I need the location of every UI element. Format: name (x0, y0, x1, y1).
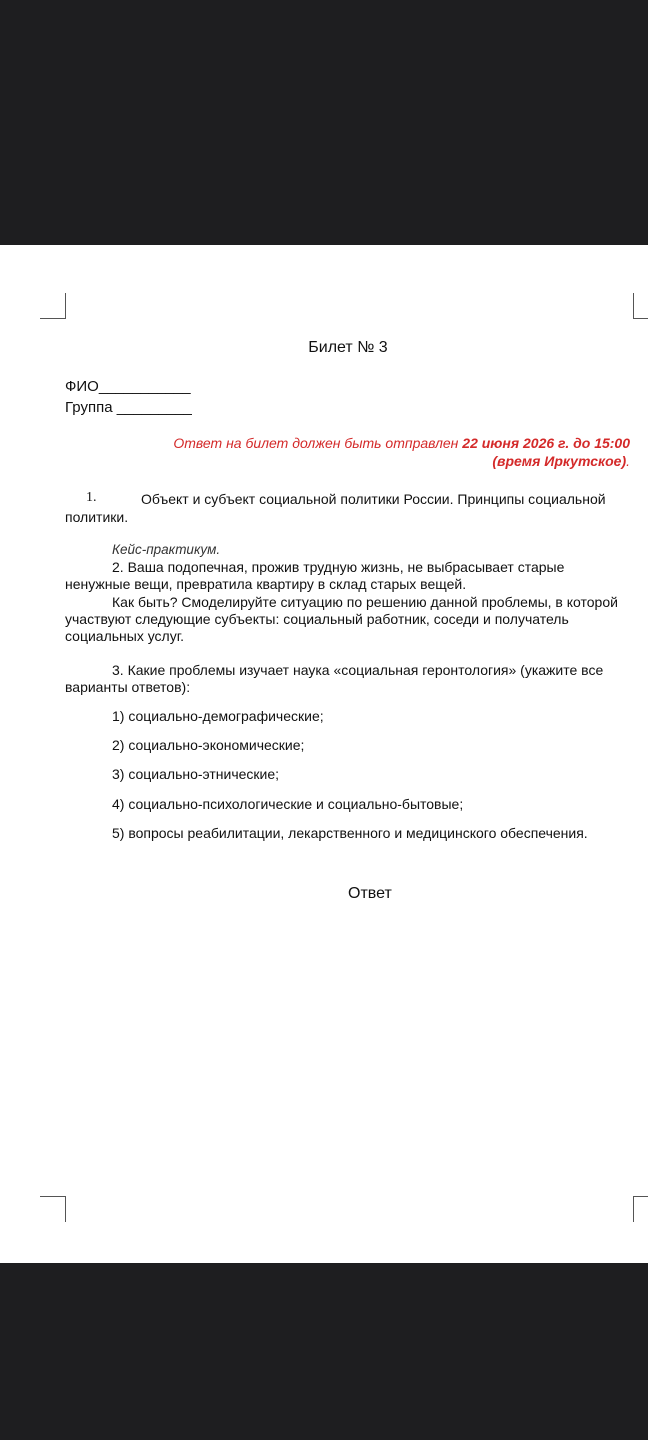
group-field: Группа _________ (65, 399, 192, 416)
ticket-title: Билет № 3 (308, 339, 388, 356)
page-corner-mark (40, 1196, 66, 1222)
page-corner-mark (633, 293, 648, 319)
case-label: Кейс-практикум. (112, 542, 221, 557)
question1-text: Объект и субъект социальной политики России. Принципы социальной политики. (65, 491, 606, 525)
question1-number: 1. (86, 490, 97, 505)
deadline-notice (130, 434, 630, 470)
deadline-date: 22 июня 2026 г. до 15:00 (время Иркутское) (462, 435, 630, 469)
answer-option: 2) социально-экономические; (112, 737, 305, 753)
document-page (0, 245, 648, 1263)
question2-text: 2. Ваша подопечная, прожив трудную жизнь, не выбрасывает старые ненужные вещи, превратила квартиру в склад старых вещей. (65, 559, 565, 592)
question2-task: Как быть? Смоделируйте ситуацию по решению данной проблемы, в которой участвуют следующие субъекты: социальный работник, соседи и получатель социальных услуг. (65, 594, 618, 644)
answer-heading: Ответ (348, 885, 392, 902)
deadline-prefix: Ответ на билет должен быть отправлен (173, 435, 463, 451)
deadline-suffix: . (626, 453, 630, 469)
question3-text: 3. Какие проблемы изучает наука «социальная геронтология» (укажите все варианты ответов): (65, 662, 604, 695)
fio-field: ФИО___________ (65, 378, 191, 395)
page-corner-mark (633, 1196, 648, 1222)
page-corner-mark (40, 293, 66, 319)
answer-option: 4) социально-психологические и социально-бытовые; (112, 796, 464, 812)
answer-option: 1) социально-демографические; (112, 708, 324, 724)
answer-option: 5) вопросы реабилитации, лекарственного и медицинского обеспечения. (112, 825, 588, 841)
answer-option: 3) социально-этнические; (112, 766, 280, 782)
